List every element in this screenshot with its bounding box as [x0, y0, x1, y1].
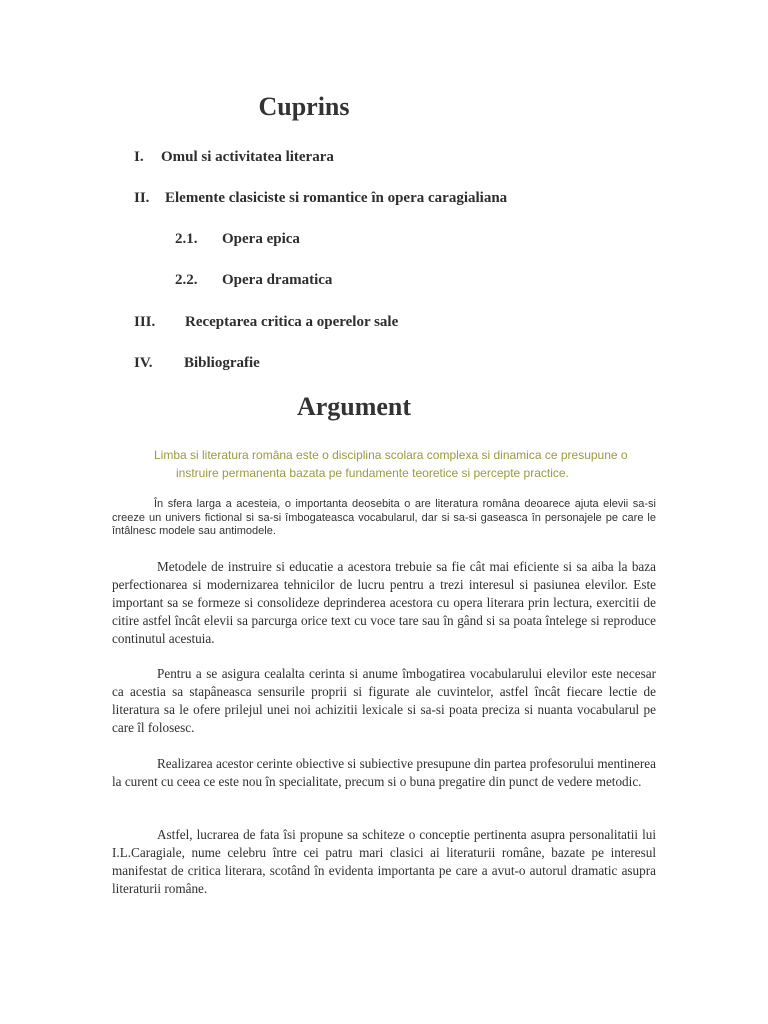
toc-item [134, 190, 507, 207]
toc-item-label: Elemente clasiciste si romantice în opera caragialiana [165, 190, 508, 206]
toc-item [175, 231, 300, 248]
sans-paragraph: În sfera larga a acesteia, o importanta deosebita o are literatura româna deoarece ajuta elevii sa-si creeze un univers fictional si sa-si îmbogateasca vocabularul, dar si sa-si gaseasca în personajele pe care le întâlnesc modele sau antimodele. [112, 498, 656, 537]
toc-item-label: Opera epica [222, 231, 300, 247]
toc-item-number: I. [134, 149, 144, 165]
toc-item-number: III. [134, 314, 156, 330]
intro-line-1: Limba si literatura româna este o disciplina scolara complexa si dinamica ce presupune o [154, 448, 628, 462]
toc-item-number: 2.2. [175, 272, 198, 288]
toc-item-label: Omul si activitatea literara [161, 149, 334, 165]
toc-item [175, 272, 332, 289]
argument-title: Argument [296, 392, 412, 421]
toc-item-number: II. [134, 190, 150, 206]
argument-intro [154, 446, 659, 482]
toc-item [134, 149, 334, 166]
toc-item-label: Bibliografie [184, 355, 260, 371]
body-paragraph: Metodele de instruire si educatie a acestora trebuie sa fie cât mai eficiente si sa aiba la baza perfectionarea si modernizarea tehnicilor de lucru pentru a trezi interesul si pasiunea elevilor. Este important sa se formeze si consolideze deprinderea acestora cu opera literara prin lectura, exercitii de citire astfel încât elevii sa parcurga orice text cu voce tare sau în gând si sa poata întelege si reproduce continutul acestuia. [112, 559, 656, 646]
body-paragraph: Realizarea acestor cerinte obiective si subiective presupune din partea profesorului mentinerea la curent cu ceea ce este nou în specialitate, precum si o buna pregatire din punct de vedere metodic. [112, 756, 656, 789]
cuprins-title: Cuprins [258, 92, 350, 121]
toc-item [134, 314, 398, 331]
toc-item [134, 355, 260, 372]
toc-item-number: IV. [134, 355, 153, 371]
toc-item-label: Opera dramatica [222, 272, 333, 288]
toc-item-number: 2.1. [175, 231, 198, 247]
body-paragraph: Astfel, lucrarea de fata îsi propune sa schiteze o conceptie pertinenta asupra personalitatii lui I.L.Caragiale, nume celebru între cei patru mari clasici ai literaturii române, bazate pe interesul manifestat de critica literara, scotând în evidenta importanta pe care a avut-o autorul dramatic asupra literaturii române. [112, 827, 656, 896]
body-paragraph: Pentru a se asigura cealalta cerinta si anume îmbogatirea vocabularului elevilor este necesar ca acestia sa stapâneasca sensurile proprii si figurate ale cuvintelor, astfel încât fiecare lectie de literatura sa le ofere prilejul unei noi achizitii lexicale si sa-si poata preciza si nuanta vocabularul pe care îl folosesc. [112, 666, 656, 735]
intro-line-2: instruire permanenta bazata pe fundamente teoretice si percepte practice. [176, 466, 569, 480]
toc-item-label: Receptarea critica a operelor sale [185, 314, 399, 330]
